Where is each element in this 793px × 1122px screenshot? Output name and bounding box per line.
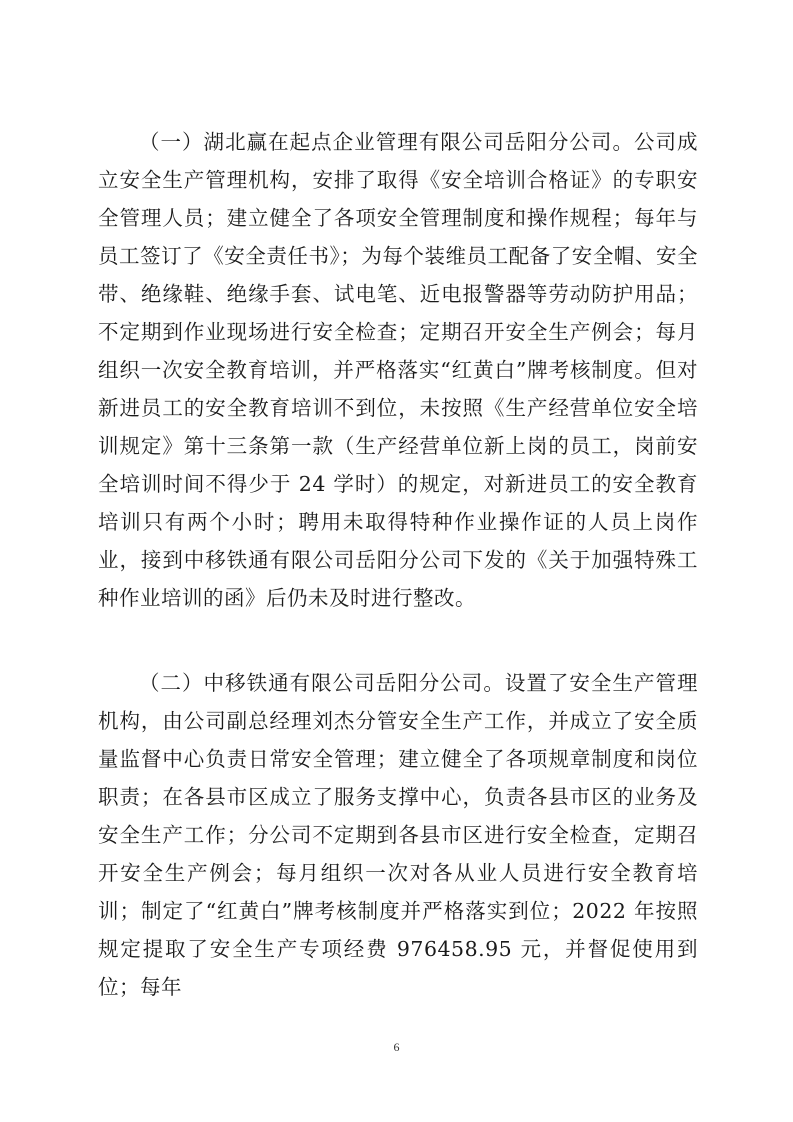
paragraph-heading: （一）湖北赢在起点企业管理有限公司岳阳分公司。 (139, 130, 634, 154)
paragraph-body: 公司成立安全生产管理机构，安排了取得《安全培训合格证》的专职安全管理人员；建立健全了各项安全管理制度和操作规程；每年与员工签订了《安全责任书》；为每个装维员工配备了安全帽、安全带、绝缘鞋、绝缘手套、试电笔、近电报警器等劳动防护用品；不定期到作业现场进行安全检查；定期召开安全生产例会；每月组织一次安全教育培训，并严格落实“红黄白”牌考核制度。但对新进员工的安全教育培训不到位，未按照《生产经营单位安全培训规定》第十三条第一款（生产经营单位新上岗的员工，岗前安全培训时间不得少于 24 学时）的规定，对新进员工的安全教育培训只有两个小时；聘用未取得特种作业操作证的人员上岗作业，接到中移铁通有限公司岳阳分公司下发的《关于加强特殊工种作业培训的函》后仍未及时进行整改。 (98, 130, 699, 610)
paragraph-company-one (98, 123, 698, 617)
paragraph-company-two (98, 664, 698, 1006)
paragraph-heading: （二）中移铁通有限公司岳阳分公司。 (139, 671, 505, 695)
paragraph-body: 设置了安全生产管理机构，由公司副总经理刘杰分管安全生产工作，并成立了安全质量监督中心负责日常安全管理；建立健全了各项规章制度和岗位职责；在各县市区成立了服务支撑中心，负责各县市区的业务及安全生产工作；分公司不定期到各县市区进行安全检查，定期召开安全生产例会；每月组织一次对各从业人员进行安全教育培训；制定了“红黄白”牌考核制度并严格落实到位；2022 年按照规定提取了安全生产专项经费 976458.95 元，并督促使用到位；每年 (98, 671, 699, 999)
page-number: 6 (393, 1040, 400, 1054)
